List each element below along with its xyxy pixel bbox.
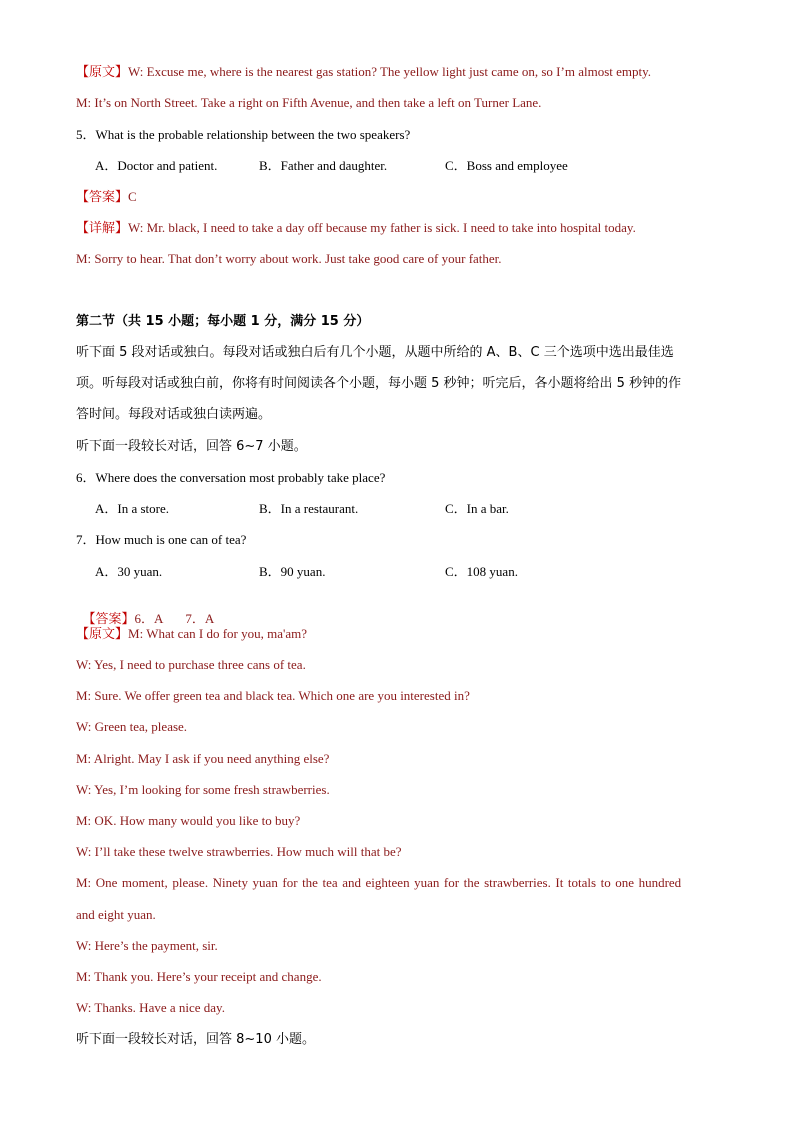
transcript-line: M: OK. How many would you like to buy?	[76, 813, 301, 828]
question-5: 5．What is the probable relationship between the two speakers?	[76, 127, 411, 142]
yuanwen-tag: 【原文】	[76, 627, 129, 642]
question-6: 6．Where does the conversation most probably take place?	[76, 470, 386, 485]
dialog-intro: 听下面一段较长对话，回答 6~7 小题。	[76, 439, 307, 454]
instructions-line-3: 答时间。每段对话或独白读两遍。	[76, 407, 272, 422]
q7-option-b: B．90 yuan.	[259, 564, 326, 579]
instructions-line-1: 听下面 5 段对话或独白。每段对话或独白后有几个小题，从题中所给的 A、B、C 三个选项中选出最佳选	[76, 345, 674, 360]
transcript-line: M: Sure. We offer green tea and black tea. Which one are you interested in?	[76, 688, 470, 703]
yuanwen-tag: 【原文】	[76, 65, 129, 80]
q5-answer	[76, 189, 137, 206]
transcript-line-w	[76, 64, 651, 81]
answer-tag: 【答案】	[76, 190, 129, 205]
detail-tag: 【详解】	[76, 221, 129, 236]
answer-values: 6．A 7．A	[134, 611, 215, 626]
q5-detail-m: M: Sorry to hear. That don’t worry about work. Just take good care of your father.	[76, 251, 502, 266]
transcript-text: W: Excuse me, where is the nearest gas station? The yellow light just came on, so I’m almost empty.	[128, 64, 652, 79]
q5-option-a: A．Doctor and patient.	[95, 158, 218, 173]
transcript-line: W: Yes, I need to purchase three cans of tea.	[76, 657, 306, 672]
section-heading: 第二节（共 15 小题；每小题 1 分，满分 15 分）	[76, 314, 370, 329]
transcript-line: W: Here’s the payment, sir.	[76, 938, 218, 953]
transcript-long-line-cont: and eight yuan.	[76, 907, 156, 922]
transcript-line: M: Alright. May I ask if you need anything else?	[76, 751, 330, 766]
transcript-text: M: What can I do for you, ma'am?	[128, 626, 308, 641]
transcript-line: W: Yes, I’m looking for some fresh strawberries.	[76, 782, 330, 797]
q6-option-b: B．In a restaurant.	[259, 501, 359, 516]
q6-option-a: A．In a store.	[95, 501, 170, 516]
detail-text: W: Mr. black, I need to take a day off because my father is sick. I need to take into hospital today.	[128, 220, 636, 235]
question-7: 7．How much is one can of tea?	[76, 532, 247, 547]
transcript-line: M: Thank you. Here’s your receipt and change.	[76, 969, 322, 984]
q7-option-a: A．30 yuan.	[95, 564, 163, 579]
next-dialog-intro: 听下面一段较长对话，回答 8~10 小题。	[76, 1032, 315, 1047]
transcript-long-line: M: One moment, please. Ninety yuan for the tea and eighteen yuan for the strawberries. It totals to one hundred	[76, 875, 682, 890]
transcript-line: W: Thanks. Have a nice day.	[76, 1000, 225, 1015]
transcript-line: W: I’ll take these twelve strawberries. How much will that be?	[76, 844, 402, 859]
instructions-line-2: 项。听每段对话或独白前，你将有时间阅读各个小题，每小题 5 秒钟；听完后，各小题将给出 5 秒钟的作	[76, 376, 682, 391]
answer-tag: 【答案】	[82, 612, 135, 627]
answers-6-7	[76, 595, 214, 628]
transcript-line: W: Green tea, please.	[76, 719, 188, 734]
answer-value: C	[128, 189, 137, 204]
q7-option-c: C．108 yuan.	[445, 564, 518, 579]
q5-option-b: B．Father and daughter.	[259, 158, 388, 173]
q5-option-c: C．Boss and employee	[445, 158, 568, 173]
transcript-line-m: M: It’s on North Street. Take a right on Fifth Avenue, and then take a left on Turner Lane.	[76, 95, 542, 110]
q5-detail-w	[76, 220, 636, 237]
q6-option-c: C．In a bar.	[445, 501, 509, 516]
transcript-first-line	[76, 626, 307, 643]
